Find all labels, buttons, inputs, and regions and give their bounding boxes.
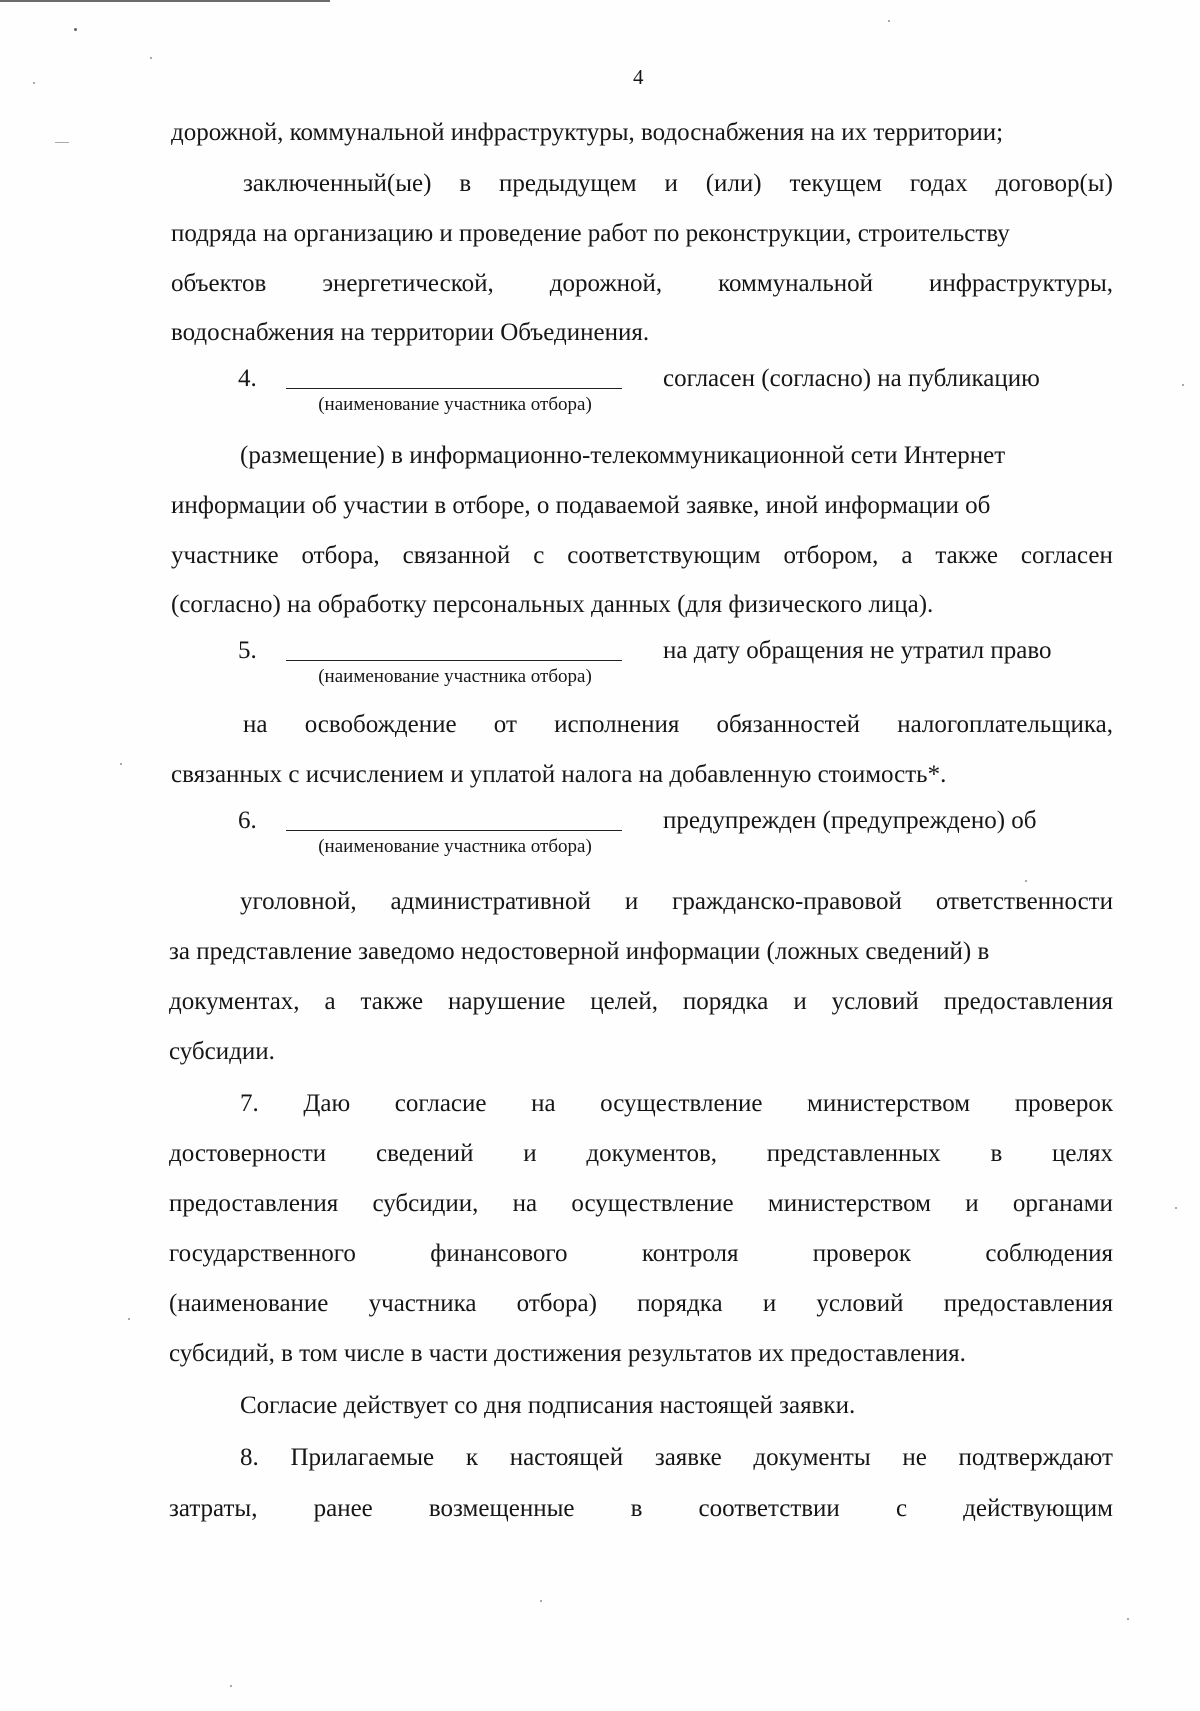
word: настоящей bbox=[509, 1444, 624, 1471]
word: (наименование bbox=[169, 1290, 329, 1317]
word: соответствующим bbox=[567, 542, 761, 569]
word: проверок bbox=[812, 1240, 912, 1267]
justified-line bbox=[240, 1442, 1113, 1474]
blank-underline bbox=[286, 388, 622, 390]
justified-line bbox=[169, 1493, 1113, 1525]
text-line: субсидии. bbox=[169, 1038, 275, 1065]
word: и bbox=[624, 888, 639, 915]
word: ранее bbox=[313, 1495, 373, 1522]
item-number: 4. bbox=[238, 365, 257, 392]
word: условий bbox=[831, 988, 919, 1015]
word: на bbox=[531, 1090, 556, 1117]
word: годах bbox=[909, 170, 968, 197]
word: участника bbox=[368, 1290, 477, 1317]
word: на bbox=[243, 711, 268, 738]
word: на bbox=[512, 1190, 538, 1217]
word: исполнения bbox=[554, 711, 680, 738]
blank-caption: (наименование участника отбора) bbox=[318, 394, 592, 415]
word: нарушение bbox=[448, 988, 566, 1015]
item-number: 5. bbox=[238, 637, 257, 664]
word: и bbox=[793, 988, 807, 1015]
word: целях bbox=[1052, 1140, 1113, 1167]
word: возмещенные bbox=[428, 1495, 575, 1522]
word: документов, bbox=[586, 1140, 718, 1167]
word: от bbox=[493, 711, 517, 738]
word: к bbox=[465, 1444, 478, 1471]
word: документы bbox=[753, 1444, 871, 1471]
text-line: субсидий, в том числе в части достижения результатов их предоставления. bbox=[169, 1340, 966, 1367]
word: государственного bbox=[169, 1240, 356, 1267]
word: освобождение bbox=[304, 711, 457, 738]
scan-speck bbox=[74, 28, 77, 31]
scan-speck bbox=[1175, 1207, 1177, 1209]
word: согласие bbox=[394, 1090, 487, 1117]
word: и bbox=[523, 1140, 537, 1167]
word: органами bbox=[1012, 1190, 1113, 1217]
justified-line bbox=[171, 540, 1113, 572]
scan-speck bbox=[33, 82, 35, 84]
text-line: Согласие действует со дня подписания настоящей заявки. bbox=[240, 1392, 856, 1419]
justified-line bbox=[169, 1188, 1113, 1220]
scan-speck bbox=[540, 1600, 542, 1602]
word: с bbox=[533, 542, 545, 569]
word: и bbox=[965, 1190, 979, 1217]
word: 7. bbox=[240, 1090, 259, 1117]
justified-line bbox=[171, 268, 1113, 300]
word: подтверждают bbox=[958, 1444, 1113, 1471]
word: налогоплательщика, bbox=[897, 711, 1113, 738]
word: также bbox=[935, 542, 998, 569]
word: сведений bbox=[375, 1140, 474, 1167]
word: представленных bbox=[766, 1140, 941, 1167]
page-number: 4 bbox=[633, 65, 644, 89]
word: и bbox=[664, 170, 678, 197]
word: субсидии, bbox=[372, 1190, 479, 1217]
blank-caption: (наименование участника отбора) bbox=[318, 666, 592, 687]
justified-line bbox=[169, 1288, 1113, 1320]
word: энергетической, bbox=[322, 270, 494, 297]
text-line: (размещение) в информационно-телекоммуникационной сети Интернет bbox=[240, 442, 1006, 469]
blank-tail-text: на дату обращения не утратил право bbox=[663, 637, 1052, 664]
word: предоставления bbox=[169, 1190, 339, 1217]
word: осуществление bbox=[571, 1190, 734, 1217]
word: осуществление bbox=[600, 1090, 763, 1117]
word: условий bbox=[816, 1290, 904, 1317]
word: документах, bbox=[169, 988, 300, 1015]
word: обязанностей bbox=[716, 711, 860, 738]
word: договор(ы) bbox=[995, 170, 1113, 197]
word: объектов bbox=[171, 270, 267, 297]
word: (или) bbox=[705, 170, 762, 197]
text-line: водоснабжения на территории Объединения. bbox=[171, 319, 650, 346]
word: в bbox=[630, 1495, 643, 1522]
word: отбором, bbox=[783, 542, 879, 569]
word: Прилагаемые bbox=[290, 1444, 435, 1471]
word: согласен bbox=[1020, 542, 1113, 569]
word: заявке bbox=[654, 1444, 722, 1471]
word: дорожной, bbox=[549, 270, 663, 297]
word: действующим bbox=[963, 1495, 1113, 1522]
word: соблюдения bbox=[985, 1240, 1113, 1267]
blank-underline bbox=[286, 660, 622, 662]
justified-line bbox=[243, 709, 1113, 741]
word: административной bbox=[390, 888, 591, 915]
justified-line bbox=[169, 1138, 1113, 1170]
word: порядка bbox=[637, 1290, 723, 1317]
word: и bbox=[762, 1290, 777, 1317]
word: отбора, bbox=[301, 542, 380, 569]
word: целей, bbox=[590, 988, 658, 1015]
word: проверок bbox=[1014, 1090, 1113, 1117]
justified-line bbox=[243, 168, 1113, 200]
word: затраты, bbox=[169, 1495, 258, 1522]
word: ответственности bbox=[935, 888, 1113, 915]
word: а bbox=[324, 988, 336, 1015]
scan-speck bbox=[1182, 384, 1184, 386]
scan-speck bbox=[230, 1685, 232, 1687]
word: в bbox=[990, 1140, 1003, 1167]
scan-mark bbox=[55, 142, 69, 143]
word: текущем bbox=[789, 170, 882, 197]
word: связанной bbox=[402, 542, 511, 569]
word: уголовной, bbox=[240, 888, 357, 915]
word: предыдущем bbox=[499, 170, 637, 197]
word: соответствии bbox=[698, 1495, 840, 1522]
word: Даю bbox=[303, 1090, 351, 1117]
word: отбора) bbox=[516, 1290, 597, 1317]
blank-caption: (наименование участника отбора) bbox=[318, 836, 592, 857]
blank-tail-text: согласен (согласно) на публикацию bbox=[663, 365, 1040, 392]
word: контроля bbox=[641, 1240, 739, 1267]
justified-line bbox=[169, 986, 1113, 1018]
scan-speck bbox=[1025, 880, 1027, 882]
word: заключенный(ые) bbox=[243, 170, 432, 197]
word: финансового bbox=[430, 1240, 568, 1267]
word: порядка bbox=[682, 988, 769, 1015]
justified-line bbox=[169, 1238, 1113, 1270]
word: предоставления bbox=[943, 1290, 1113, 1317]
text-line: подряда на организацию и проведение работ по реконструкции, строительству bbox=[171, 220, 1010, 247]
scan-top-edge bbox=[0, 0, 330, 2]
text-line: за представление заведомо недостоверной информации (ложных сведений) в bbox=[169, 938, 990, 965]
blank-tail-text: предупрежден (предупреждено) об bbox=[663, 807, 1037, 834]
word: министерством bbox=[807, 1090, 971, 1117]
word: коммунальной bbox=[718, 270, 873, 297]
text-line: связанных с исчислением и уплатой налога на добавленную стоимость*. bbox=[171, 761, 947, 788]
word: участнике bbox=[171, 542, 279, 569]
word: не bbox=[902, 1444, 927, 1471]
word: а bbox=[901, 542, 913, 569]
word: 8. bbox=[240, 1444, 259, 1471]
word: инфраструктуры, bbox=[928, 270, 1113, 297]
word: достоверности bbox=[169, 1140, 327, 1167]
item-number: 6. bbox=[238, 807, 257, 834]
word: предоставления bbox=[943, 988, 1113, 1015]
scan-speck bbox=[120, 763, 122, 765]
blank-underline bbox=[286, 830, 622, 832]
word: гражданско-правовой bbox=[672, 888, 902, 915]
scan-speck bbox=[1127, 1618, 1129, 1620]
scan-speck bbox=[128, 1318, 130, 1320]
justified-line bbox=[240, 1088, 1113, 1120]
text-line: информации об участии в отборе, о подаваемой заявке, иной информации об bbox=[171, 492, 991, 519]
scan-speck bbox=[888, 20, 890, 22]
word: также bbox=[360, 988, 424, 1015]
word: министерством bbox=[767, 1190, 931, 1217]
text-line: (согласно) на обработку персональных данных (для физического лица). bbox=[171, 591, 934, 618]
justified-line bbox=[240, 886, 1113, 918]
word: в bbox=[459, 170, 472, 197]
word: с bbox=[895, 1495, 908, 1522]
scan-speck bbox=[150, 57, 152, 59]
text-line: дорожной, коммунальной инфраструктуры, водоснабжения на их территории; bbox=[171, 119, 1004, 146]
